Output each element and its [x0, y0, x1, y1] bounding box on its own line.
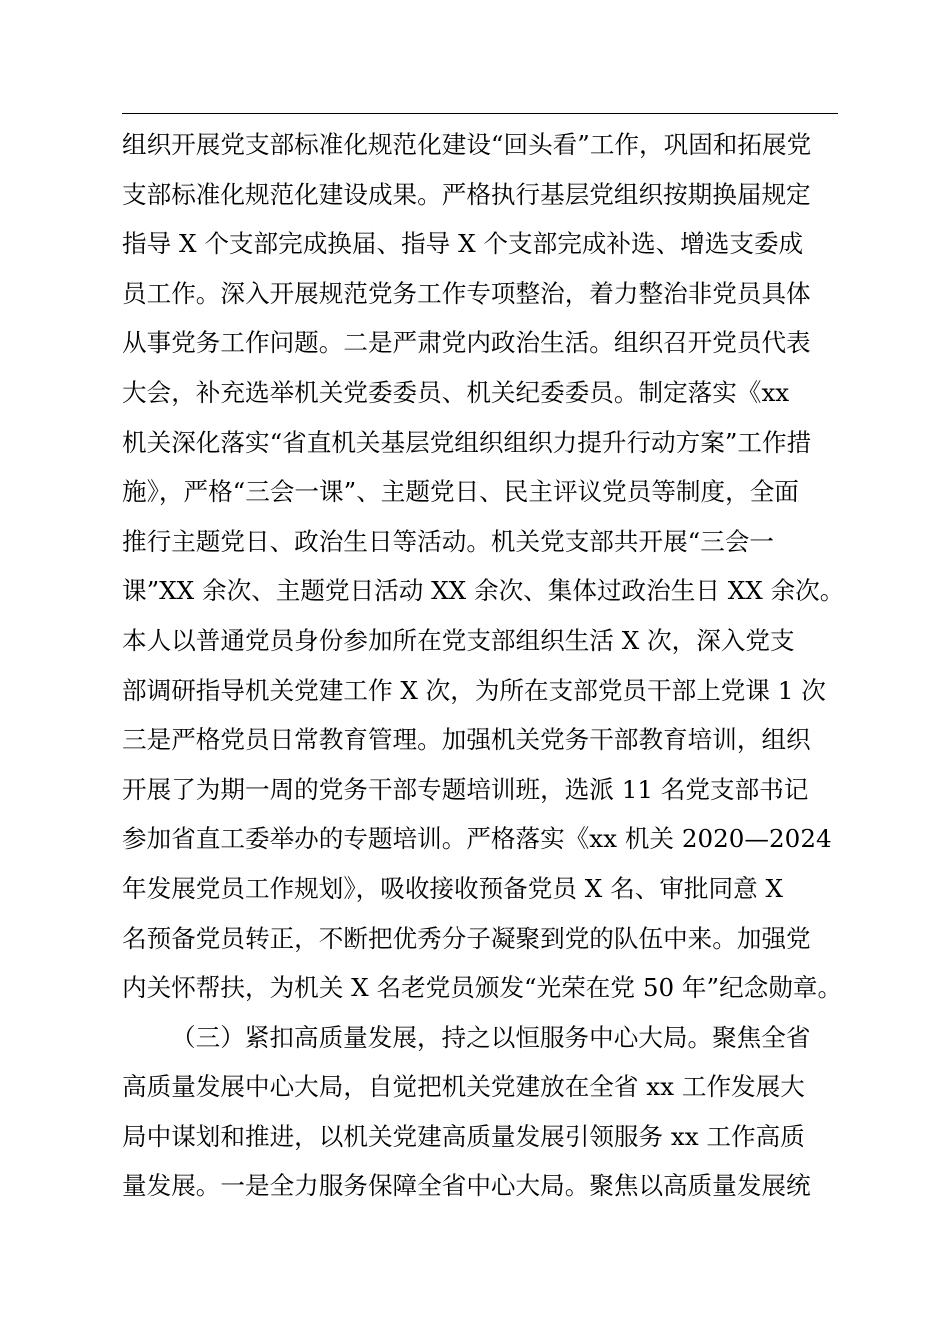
text-line: 指导 X 个支部完成换届、指导 X 个支部完成补选、增选支委成: [122, 229, 804, 259]
text-line: 支部标准化规范化建设成果。严格执行基层党组织按期换届规定: [122, 179, 811, 209]
text-line: 部调研指导机关党建工作 X 次，为所在支部党员干部上党课 1 次: [122, 675, 826, 705]
text-line: 三是严格党员日常教育管理。加强机关党务干部教育培训，组织: [122, 725, 811, 755]
text-line: 组织开展党支部标准化规范化建设“回头看”工作，巩固和拓展党: [122, 130, 812, 159]
body-text: [122, 120, 845, 1211]
text-line: 课”XX 余次、主题党日活动 XX 余次、集体过政治生日 XX 余次。: [122, 576, 845, 606]
text-line: 局中谋划和推进，以机关党建高质量发展引领服务 xx 工作高质: [122, 1121, 805, 1151]
header-divider: [122, 113, 838, 114]
text-line: 施》，严格“三会一课”、主题党日、民主评议党员等制度，全面: [122, 477, 799, 507]
text-line: 量发展。一是全力服务保障全省中心大局。聚焦以高质量发展统: [122, 1171, 811, 1201]
text-line: 大会，补充选举机关党委委员、机关纪委委员。制定落实《xx: [122, 377, 790, 407]
text-line: 年发展党员工作规划》，吸收接收预备党员 X 名、审批同意 X: [122, 873, 784, 903]
text-line: 员工作。深入开展规范党务工作专项整治，着力整治非党员具体: [122, 278, 811, 308]
text-line: 内关怀帮扶，为机关 X 名老党员颁发“光荣在党 50 年”纪念勋章。: [122, 973, 843, 1003]
text-line: 从事党务工作问题。二是严肃党内政治生活。组织召开党员代表: [122, 328, 811, 358]
text-line: 名预备党员转正，不断把优秀分子凝聚到党的队伍中来。加强党: [122, 923, 811, 953]
text-line: 参加省直工委举办的专题培训。严格落实《xx 机关 2020—2024: [122, 824, 832, 854]
text-line: 机关深化落实“省直机关基层党组织组织力提升行动方案”工作措: [122, 427, 812, 457]
text-line: 推行主题党日、政治生日等活动。机关党支部共开展“三会一: [122, 526, 775, 556]
section-heading-line: （三）紧扣高质量发展，持之以恒服务中心大局。聚焦全省: [171, 1022, 811, 1052]
text-line: 高质量发展中心大局，自觉把机关党建放在全省 xx 工作发展大: [122, 1072, 805, 1102]
text-line: 开展了为期一周的党务干部专题培训班，选派 11 名党支部书记: [122, 774, 809, 804]
text-line: 本人以普通党员身份参加所在党支部组织生活 X 次，深入党支: [122, 625, 795, 655]
